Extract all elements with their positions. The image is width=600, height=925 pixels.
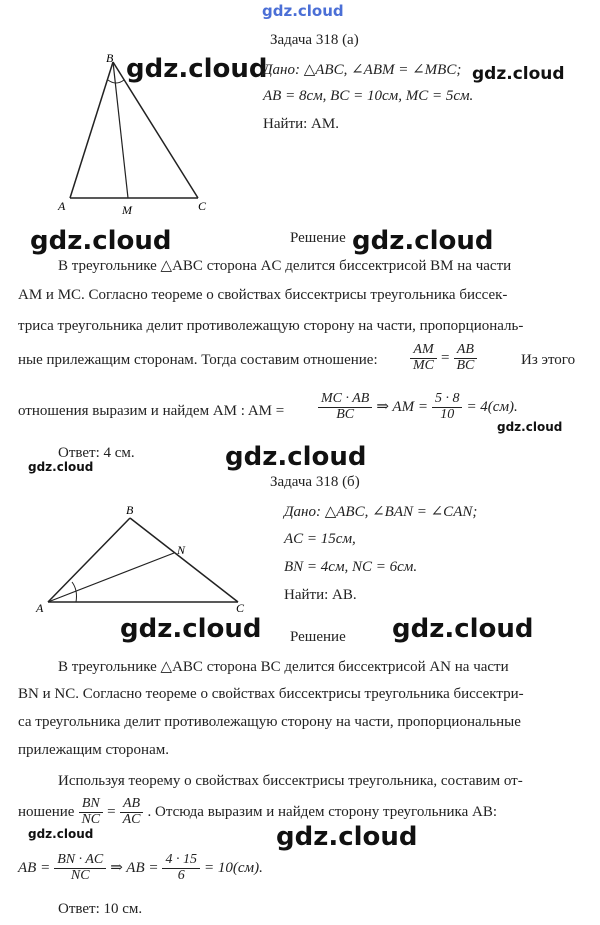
fraction-ab-ac: $\frac{AB}{AC}$	[120, 797, 144, 827]
watermark: gdz.cloud	[30, 226, 172, 256]
task-a-given: Дано: △ABC, ∠ABM = ∠MBC;	[263, 62, 462, 78]
triangle-diagram-b	[34, 500, 254, 615]
watermark: gdz.cloud	[28, 460, 94, 474]
task-a-text-line: ные прилежащим сторонам. Тогда составим отношение:	[18, 352, 378, 368]
side-ab-a	[70, 62, 113, 198]
task-a-answer: Ответ: 4 см.	[58, 445, 135, 461]
vertex-label-c-b: C	[236, 601, 245, 615]
task-b-find: Найти: AB.	[284, 587, 357, 603]
task-a-text-line: В треугольнике △ABC сторона AC делится биссектрисой BM на части	[58, 258, 512, 274]
task-a-text-line: триса треугольника делит противолежащую сторону на части, пропорциональ-	[18, 318, 524, 334]
task-a-text-line: Из этого	[521, 352, 576, 368]
bisector-an	[48, 553, 174, 602]
watermark: gdz.cloud	[392, 614, 534, 644]
task-b-text-line: В треугольнике △ABC сторона BC делится биссектрисой AN на части	[58, 659, 509, 675]
task-b-text-line: Используя теорему о свойствах биссектрисы треугольника, составим от-	[58, 773, 523, 789]
task-a-solution-heading: Решение	[290, 230, 346, 246]
watermark: gdz.cloud	[126, 54, 268, 84]
task-a-text-line: отношения выразим и найдем AM : AM =	[18, 403, 285, 419]
calc-equation-b: AB = $\frac{BN \cdot AC}{NC}$ ⇒ AB = $\frac{4 \cdot 15}{6}$ = 10(см).	[18, 852, 263, 883]
vertex-label-m: M	[122, 203, 132, 217]
watermark: gdz.cloud	[225, 442, 367, 472]
task-a-find: Найти: AM.	[263, 116, 339, 132]
calc-equation-a: $\frac{MC \cdot AB}{BC}$ ⇒ AM = $\frac{5 \cdot 8}{10}$ = 4(см).	[318, 392, 518, 422]
task-b-given: Дано: △ABC, ∠BAN = ∠CAN;	[284, 504, 478, 520]
fraction-415-6: $\frac{4 \cdot 15}{6}$	[162, 853, 200, 883]
task-b-answer: Ответ: 10 см.	[58, 901, 143, 917]
ratio-equation-b: ношение $\frac{BN}{NC}$ = $\frac{AB}{AC}$ . Отсюда выразим и найдем сторону треугольника AB:	[18, 796, 497, 827]
side-bc-b	[130, 518, 238, 602]
task-b-title: Задача 318 (б)	[270, 474, 360, 490]
vertex-label-b-a: B	[106, 51, 114, 65]
vertex-label-c-a: C	[198, 199, 207, 213]
fraction-58-10: $\frac{5 \cdot 8}{10}$	[432, 392, 463, 422]
watermark: gdz.cloud	[120, 614, 262, 644]
fraction-bn-nc: $\frac{BN}{NC}$	[78, 797, 103, 827]
fraction-bnac-nc: $\frac{BN \cdot AC}{NC}$	[54, 853, 106, 883]
task-b-value2: BN = 4см, NC = 6см.	[284, 559, 418, 575]
task-a-title: Задача 318 (а)	[270, 32, 359, 48]
fraction-am-mc: $\frac{AM}{MC}$	[410, 343, 437, 373]
vertex-label-a-b: A	[36, 601, 44, 615]
vertex-label-a-a: A	[58, 199, 66, 213]
watermark: gdz.cloud	[352, 226, 494, 256]
task-b-text-line: прилежащим сторонам.	[18, 742, 169, 758]
side-ab-b	[48, 518, 130, 602]
task-b-value1: AC = 15см,	[284, 531, 356, 547]
task-b-text-line: са треугольника делит противолежащую сторону на части, пропорциональные	[18, 714, 521, 730]
watermark: gdz.cloud	[472, 64, 565, 84]
watermark: gdz.cloud	[276, 822, 418, 852]
watermark: gdz.cloud	[497, 420, 563, 434]
task-b-solution-heading: Решение	[290, 629, 346, 645]
task-a-values: AB = 8см, BC = 10см, MC = 5см.	[263, 88, 474, 104]
fraction-mcab-bc: $\frac{MC \cdot AB}{BC}$	[318, 392, 372, 422]
angle-arc-b	[108, 80, 124, 83]
watermark: gdz.cloud	[28, 827, 94, 841]
ratio-equation-a: $\frac{AM}{MC}$ = $\frac{AB}{BC}$	[410, 343, 477, 373]
vertex-label-n: N	[177, 543, 186, 557]
watermark-top: gdz.cloud	[262, 2, 344, 20]
task-a-text-line: AM и MC. Согласно теореме о свойствах биссектрисы треугольника биссек-	[18, 287, 508, 303]
fraction-ab-bc: $\frac{AB}{BC}$	[453, 343, 477, 373]
task-b-text-line: BN и NC. Согласно теореме о свойствах биссектрисы треугольника биссектри-	[18, 686, 524, 702]
vertex-label-b-b: B	[126, 503, 134, 517]
